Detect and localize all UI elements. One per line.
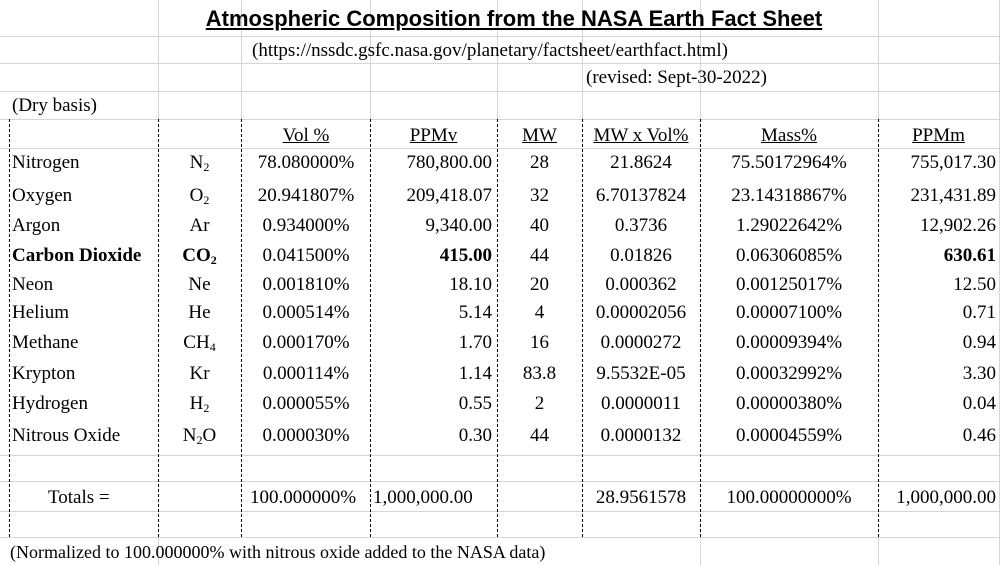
- totals-mw-x-vol: 28.9561578: [595, 487, 687, 508]
- row-name: Hydrogen: [12, 393, 88, 414]
- row-mass-pct: 23.14318867%: [731, 185, 847, 206]
- gridline: [0, 148, 1000, 149]
- row-mass-pct: 0.06306085%: [735, 245, 843, 266]
- row-mw-x-vol: 0.00002056: [595, 302, 687, 323]
- gridline: [0, 36, 1000, 37]
- basis-label: (Dry basis): [12, 95, 97, 116]
- row-mw-x-vol: 0.01826: [610, 245, 672, 266]
- formula-subscript: 2: [203, 401, 210, 415]
- gridline: [0, 119, 1000, 120]
- row-vol-pct: 0.000114%: [262, 363, 350, 384]
- row-ppmv: 18.10: [449, 274, 492, 295]
- row-ppmm: 3.30: [962, 363, 996, 384]
- row-mw: 20: [530, 274, 549, 295]
- table-column-border: [158, 119, 159, 537]
- row-name: Helium: [12, 302, 69, 323]
- formula-main: He: [188, 302, 211, 323]
- row-formula: [158, 333, 241, 352]
- formula-main: CO: [182, 245, 211, 266]
- table-column-border: [497, 119, 498, 537]
- totals-ppmm: 1,000,000.00: [896, 487, 996, 508]
- row-ppmm: 0.71: [962, 302, 996, 323]
- row-vol-pct: 0.041500%: [262, 245, 350, 266]
- row-vol-pct: 0.000030%: [262, 425, 350, 446]
- gridline: [0, 455, 1000, 456]
- row-mw-x-vol: 0.0000272: [600, 332, 682, 353]
- row-mass-pct: 0.00000380%: [735, 393, 843, 414]
- totals-ppmv: 1,000,000.00: [373, 487, 473, 508]
- table-column-border: [878, 119, 879, 537]
- gridline: [700, 537, 701, 565]
- row-ppmm: 0.46: [962, 425, 996, 446]
- row-mw: 16: [530, 332, 549, 353]
- row-vol-pct: 0.934000%: [262, 215, 350, 236]
- row-mass-pct: 75.50172964%: [731, 152, 847, 173]
- row-name: Krypton: [12, 363, 76, 384]
- page-title: Atmospheric Composition from the NASA Earth Fact Sheet: [205, 6, 823, 31]
- formula-main: N: [189, 152, 204, 173]
- row-formula: [158, 216, 241, 235]
- row-ppmv: 1.14: [458, 363, 492, 384]
- row-mw: 2: [534, 393, 545, 414]
- row-ppmv: 5.14: [458, 302, 492, 323]
- row-formula: [158, 275, 241, 294]
- header-mw: MW: [522, 125, 557, 146]
- row-ppmv: 0.30: [458, 425, 492, 446]
- row-ppmm: 12.50: [953, 274, 996, 295]
- formula-subscript: 2: [203, 160, 210, 174]
- formula-main: Kr: [189, 363, 210, 384]
- row-mw: 44: [530, 245, 549, 266]
- header-ppmm: PPMm: [912, 125, 965, 146]
- header-vol-pct: Vol %: [282, 125, 330, 146]
- row-mw-x-vol: 0.0000011: [600, 393, 682, 414]
- row-mw-x-vol: 6.70137824: [595, 185, 687, 206]
- header-mass-pct: Mass%: [761, 125, 817, 146]
- formula-main: CH: [183, 332, 210, 353]
- row-formula: [158, 364, 241, 383]
- row-name: Argon: [12, 215, 61, 236]
- gridline: [0, 63, 1000, 64]
- row-ppmm: 755,017.30: [910, 152, 996, 173]
- row-mw: 28: [530, 152, 549, 173]
- gridline: [878, 537, 879, 565]
- header-mw-x-vol: MW x Vol%: [593, 125, 689, 146]
- row-mw-x-vol: 21.8624: [610, 152, 672, 173]
- row-mass-pct: 1.29022642%: [735, 215, 843, 236]
- row-vol-pct: 0.000055%: [262, 393, 350, 414]
- table-column-border: [370, 119, 371, 537]
- row-mw-x-vol: 0.000362: [605, 274, 677, 295]
- row-mass-pct: 0.00032992%: [735, 363, 843, 384]
- formula-main: N: [182, 425, 197, 446]
- gridline: [0, 91, 1000, 92]
- table-column-border: [9, 119, 10, 537]
- formula-tail: O: [202, 425, 217, 446]
- row-formula: [158, 303, 241, 322]
- row-mass-pct: 0.00007100%: [735, 302, 843, 323]
- row-formula: [158, 246, 241, 265]
- row-formula: [158, 153, 241, 172]
- row-mw: 44: [530, 425, 549, 446]
- totals-mass: 100.00000000%: [726, 487, 852, 508]
- row-formula: [158, 394, 241, 413]
- row-vol-pct: 0.001810%: [262, 274, 350, 295]
- row-name: Oxygen: [12, 185, 73, 206]
- row-mw: 32: [530, 185, 549, 206]
- row-mw-x-vol: 9.5532E-05: [596, 363, 686, 384]
- table-column-border: [582, 119, 583, 537]
- revised-date: (revised: Sept-30-2022): [586, 67, 767, 88]
- row-vol-pct: 78.080000%: [257, 152, 355, 173]
- row-name: Nitrogen: [12, 152, 80, 173]
- row-mass-pct: 0.00004559%: [735, 425, 843, 446]
- row-name: Nitrous Oxide: [12, 425, 121, 446]
- totals-label: Totals =: [48, 487, 110, 508]
- formula-main: Ne: [188, 274, 211, 295]
- row-name: Methane: [12, 332, 79, 353]
- row-name: Carbon Dioxide: [12, 245, 142, 266]
- totals-vol: 100.000000%: [250, 487, 357, 508]
- row-mw: 83.8: [522, 363, 557, 384]
- row-formula: [158, 186, 241, 205]
- table-column-border: [241, 119, 242, 537]
- formula-subscript: 4: [209, 340, 216, 354]
- formula-main: Ar: [189, 215, 210, 236]
- formula-subscript: 2: [210, 253, 217, 267]
- row-vol-pct: 20.941807%: [257, 185, 355, 206]
- row-ppmv: 415.00: [439, 245, 492, 266]
- row-ppmv: 1.70: [458, 332, 492, 353]
- gridline: [0, 511, 1000, 512]
- gridline: [0, 481, 1000, 482]
- row-formula: [158, 426, 241, 445]
- row-ppmm: 12,902.26: [920, 215, 996, 236]
- row-vol-pct: 0.000170%: [262, 332, 350, 353]
- row-ppmv: 9,340.00: [425, 215, 492, 236]
- formula-subscript: 2: [196, 433, 203, 447]
- row-ppmm: 231,431.89: [910, 185, 996, 206]
- row-ppmm: 0.94: [962, 332, 996, 353]
- row-mw-x-vol: 0.0000132: [600, 425, 682, 446]
- table-column-border: [700, 119, 701, 537]
- row-mw-x-vol: 0.3736: [614, 215, 668, 236]
- gridline: [0, 537, 1000, 538]
- footnote: (Normalized to 100.000000% with nitrous oxide added to the NASA data): [10, 542, 546, 562]
- row-mass-pct: 0.00009394%: [735, 332, 843, 353]
- formula-main: O: [189, 185, 204, 206]
- row-ppmv: 780,800.00: [406, 152, 492, 173]
- row-name: Neon: [12, 274, 54, 295]
- formula-main: H: [189, 393, 204, 414]
- row-ppmv: 209,418.07: [406, 185, 492, 206]
- header-ppmv: PPMv: [409, 125, 458, 146]
- row-mw: 40: [530, 215, 549, 236]
- row-mw: 4: [534, 302, 545, 323]
- row-ppmm: 630.61: [943, 245, 996, 266]
- row-ppmm: 0.04: [962, 393, 996, 414]
- row-vol-pct: 0.000514%: [262, 302, 350, 323]
- row-ppmv: 0.55: [458, 393, 492, 414]
- formula-subscript: 2: [203, 193, 210, 207]
- source-url: (https://nssdc.gsfc.nasa.gov/planetary/factsheet/earthfact.html): [252, 40, 728, 61]
- row-mass-pct: 0.00125017%: [735, 274, 843, 295]
